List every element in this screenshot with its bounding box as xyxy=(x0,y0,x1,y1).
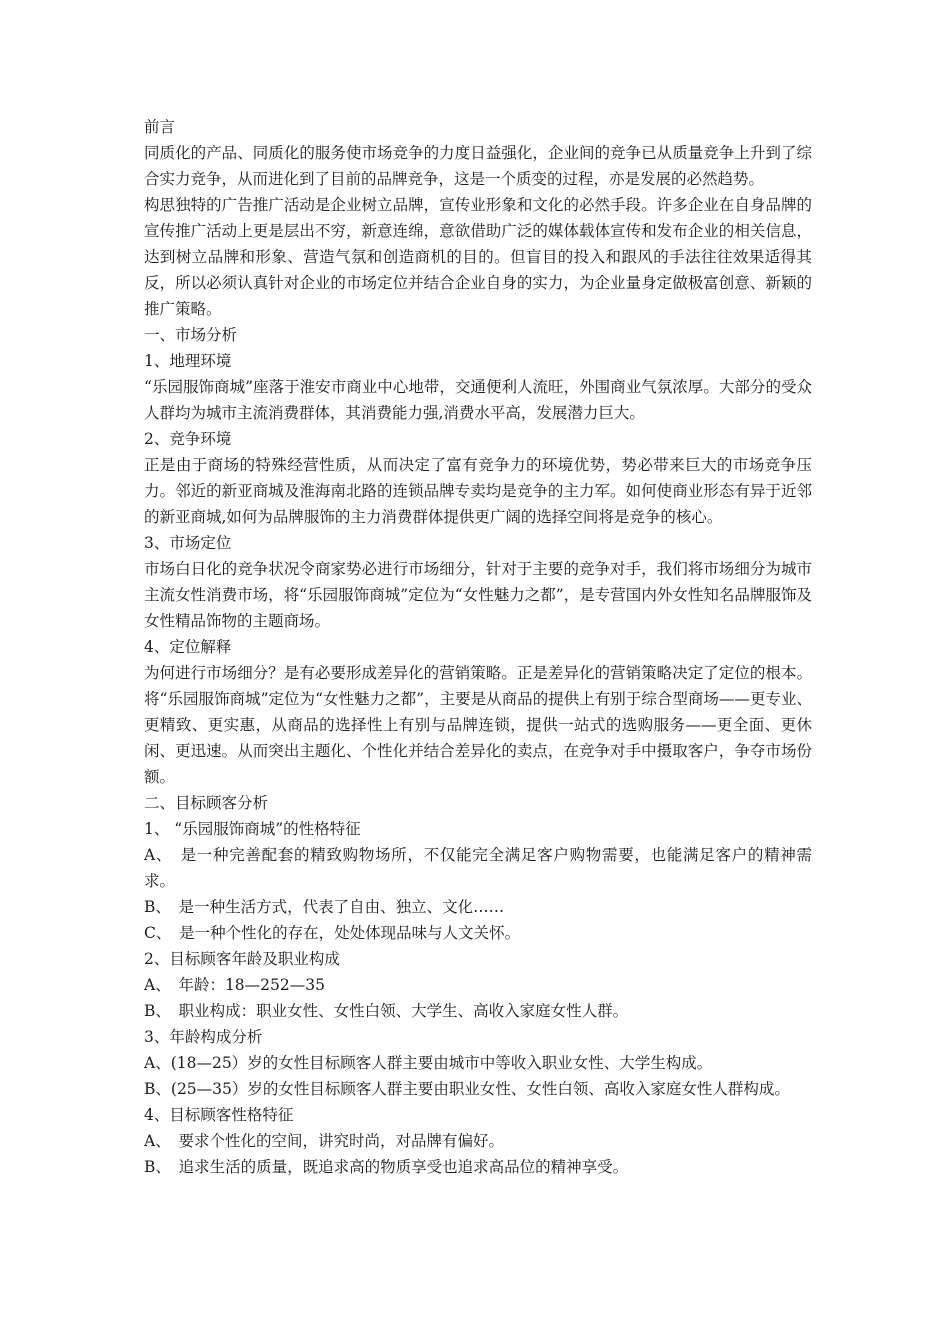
list-item: A、 是一种完善配套的精致购物场所，不仅能完全满足客户购物需要，也能满足客户的精神需求。 xyxy=(144,846,812,890)
paragraph: 市场白日化的竞争状况令商家势必进行市场细分，针对于主要的竞争对手，我们将市场细分为城市主流女性消费市场，将“乐园服饰商城”定位为“女性魅力之都”，是专营国内外女性知名品牌服饰及女性精品饰物的主题商场。 xyxy=(144,560,812,630)
list-item: B、(25—35）岁的女性目标顾客人群主要由职业女性、女性白领、高收入家庭女性人群构成。 xyxy=(144,1080,790,1098)
subsection-heading: 1、地理环境 xyxy=(144,352,232,370)
subsection-heading: 4、定位解释 xyxy=(144,638,232,656)
list-item: A、 年龄：18—252—35 xyxy=(144,976,325,994)
list-item: B、 职业构成：职业女性、女性白领、大学生、高收入家庭女性人群。 xyxy=(144,1002,629,1020)
paragraph: “乐园服饰商城”座落于淮安市商业中心地带，交通便利人流旺，外围商业气氛浓厚。大部分的受众人群均为城市主流消费群体，其消费能力强,消费水平高，发展潜力巨大。 xyxy=(144,378,812,422)
subsection-heading: 1、 “乐园服饰商城”的性格特征 xyxy=(144,820,361,838)
paragraph: 同质化的产品、同质化的服务使市场竞争的力度日益强化，企业间的竞争已从质量竞争上升到了综合实力竞争，从而进化到了目前的品牌竞争，这是一个质变的过程，亦是发展的必然趋势。 xyxy=(144,144,812,188)
section-heading: 二、目标顾客分析 xyxy=(144,794,269,812)
paragraph: 构思独特的广告推广活动是企业树立品牌，宣传业形象和文化的必然手段。许多企业在自身品牌的宣传推广活动上更是层出不穷，新意连绵，意欲借助广泛的媒体载体宣传和发布企业的相关信息，达到树立品牌和形象、营造气氛和创造商机的目的。但盲目的投入和跟风的手法往往效果适得其反，所以必须认真针对企业的市场定位并结合企业自身的实力，为企业量身定做极富创意、新颖的推广策略。 xyxy=(144,196,812,318)
subsection-heading: 3、市场定位 xyxy=(144,534,232,552)
paragraph: 正是由于商场的特殊经营性质，从而决定了富有竞争力的环境优势，势必带来巨大的市场竞争压力。邻近的新亚商城及淮海南北路的连锁品牌专卖均是竞争的主力军。如何使商业形态有异于近邻的新亚商城,如何为品牌服饰的主力消费群体提供更广阔的选择空间将是竞争的核心。 xyxy=(144,456,812,526)
heading-preface: 前言 xyxy=(144,118,176,136)
subsection-heading: 2、竞争环境 xyxy=(144,430,232,448)
document-body xyxy=(144,114,812,1180)
list-item: B、 是一种生活方式，代表了自由、独立、文化…… xyxy=(144,898,505,916)
list-item: A、(18—25）岁的女性目标顾客人群主要由城市中等收入职业女性、大学生构成。 xyxy=(144,1054,713,1072)
subsection-heading: 3、年龄构成分析 xyxy=(144,1028,263,1046)
section-heading: 一、市场分析 xyxy=(144,326,238,344)
list-item: C、 是一种个性化的存在，处处体现品味与人文关怀。 xyxy=(144,924,521,942)
subsection-heading: 2、目标顾客年龄及职业构成 xyxy=(144,950,340,968)
paragraph: 为何进行市场细分？是有必要形成差异化的营销策略。正是差异化的营销策略决定了定位的根本。将“乐园服饰商城”定位为“女性魅力之都”，主要是从商品的提供上有别于综合型商场——更专业、更精致、更实惠，从商品的选择性上有别与品牌连锁，提供一站式的选购服务——更全面、更休闲、更迅速。从而突出主题化、个性化并结合差异化的卖点，在竞争对手中摄取客户，争夺市场份额。 xyxy=(144,664,812,786)
list-item: A、 要求个性化的空间，讲究时尚，对品牌有偏好。 xyxy=(144,1132,504,1150)
list-item: B、 追求生活的质量，既追求高的物质享受也追求高品位的精神享受。 xyxy=(144,1158,629,1176)
subsection-heading: 4、目标顾客性格特征 xyxy=(144,1106,294,1124)
